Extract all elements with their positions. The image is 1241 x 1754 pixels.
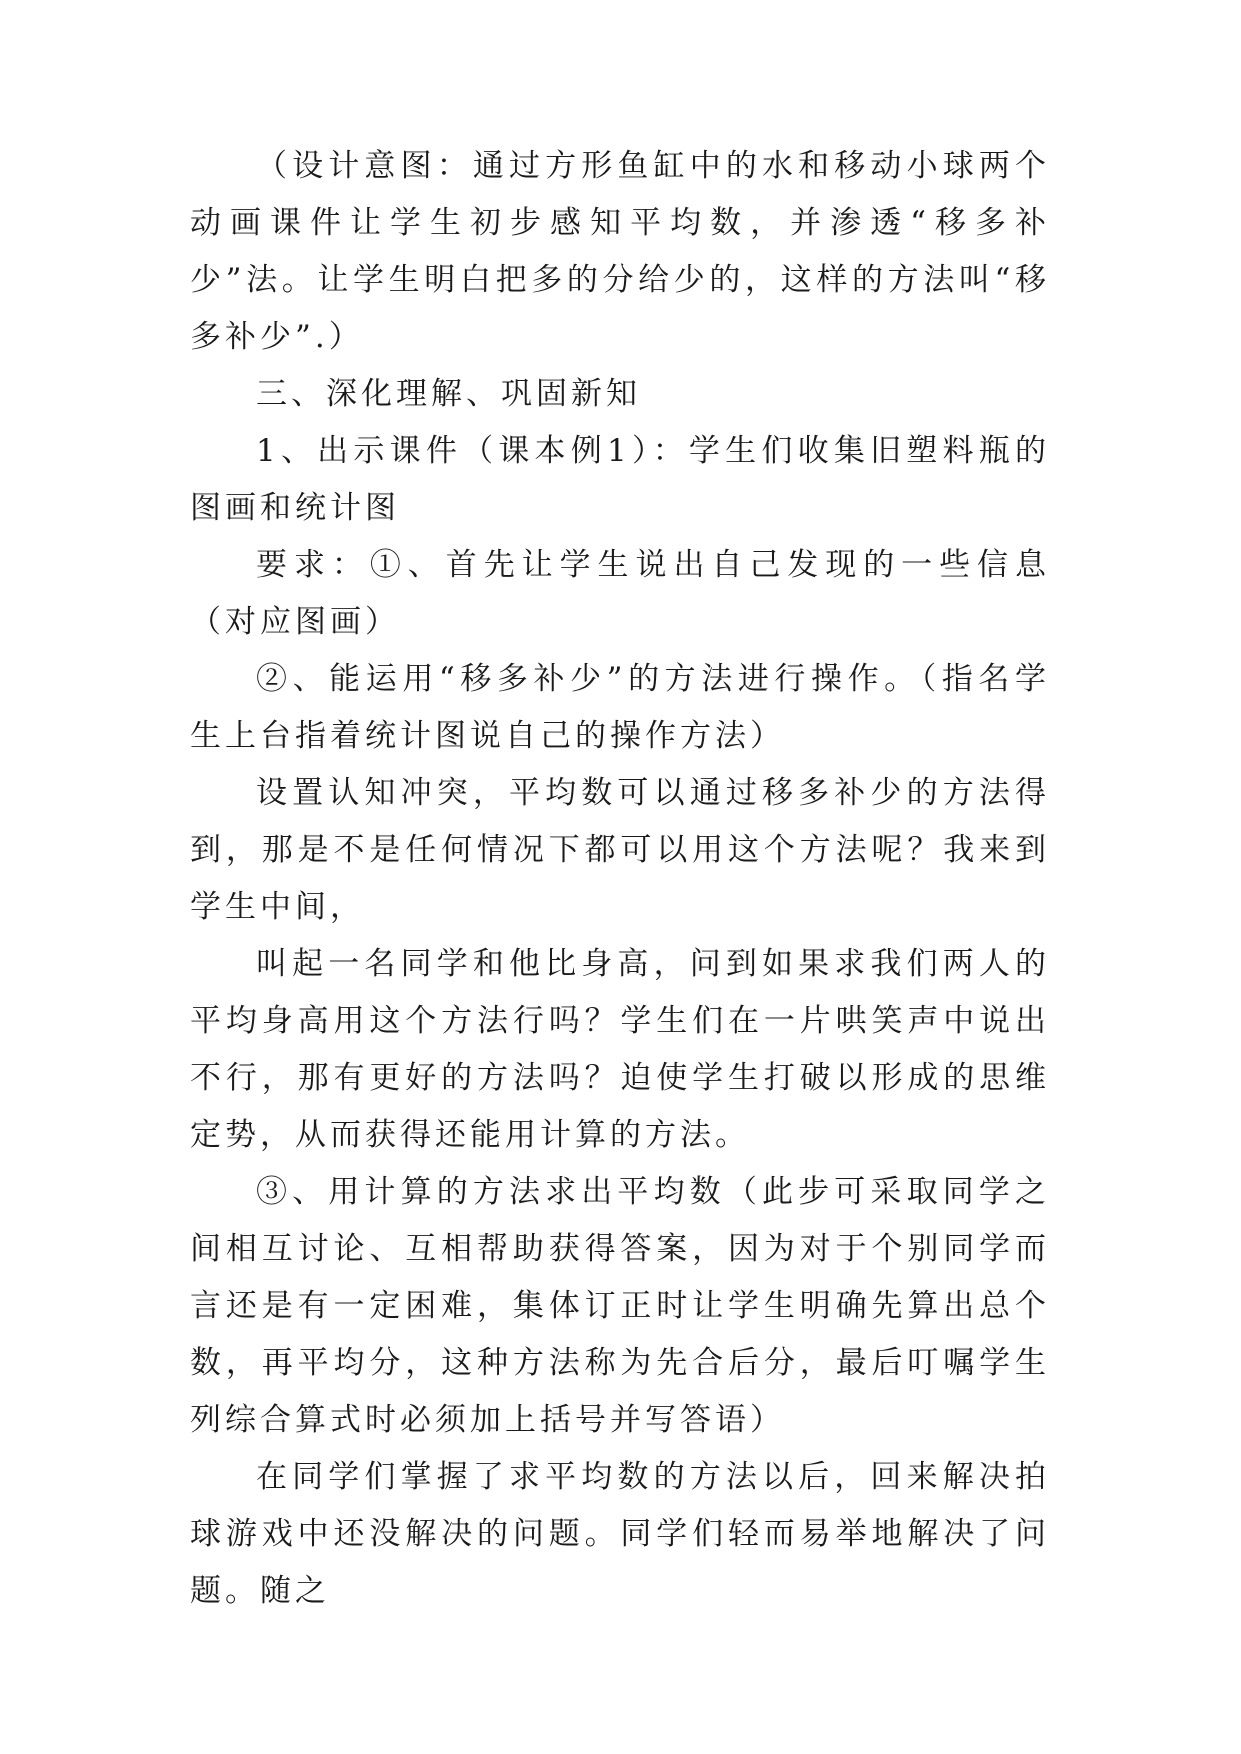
paragraph-design-intent: （设计意图：通过方形鱼缸中的水和移动小球两个动画课件让学生初步感知平均数，并渗透“移多补少”法。让学生明白把多的分给少的，这样的方法叫“移多补少”.）	[190, 148, 1050, 355]
paragraph-height-comparison: 叫起一名同学和他比身高，问到如果求我们两人的平均身高用这个方法行吗？学生们在一片哄笑声中说出不行，那有更好的方法吗？迫使学生打破以形成的思维定势，从而获得还能用计算的方法。	[190, 946, 1050, 1153]
paragraph-requirement-1: 要求：①、首先让学生说出自己发现的一些信息（对应图画）	[190, 547, 1050, 640]
paragraph-requirement-2: ②、能运用“移多补少”的方法进行操作。（指名学生上台指着统计图说自己的操作方法）	[190, 661, 1050, 754]
paragraph-conclusion: 在同学们掌握了求平均数的方法以后，回来解决拍球游戏中还没解决的问题。同学们轻而易举地解决了问题。随之	[190, 1459, 1050, 1609]
paragraph-cognitive-conflict: 设置认知冲突，平均数可以通过移多补少的方法得到，那是不是任何情况下都可以用这个方法呢？我来到学生中间，	[190, 775, 1050, 925]
paragraph-requirement-3: ③、用计算的方法求出平均数（此步可采取同学之间相互讨论、互相帮助获得答案，因为对于个别同学而言还是有一定困难，集体订正时让学生明确先算出总个数，再平均分，这种方法称为先合后分，最后叮嘱学生列综合算式时必须加上括号并写答语）	[190, 1174, 1050, 1438]
paragraph-section-heading: 三、深化理解、巩固新知	[256, 376, 641, 412]
paragraph-step-1: 1、出示课件（课本例1）：学生们收集旧塑料瓶的图画和统计图	[190, 433, 1050, 526]
document-body	[190, 138, 1050, 1620]
